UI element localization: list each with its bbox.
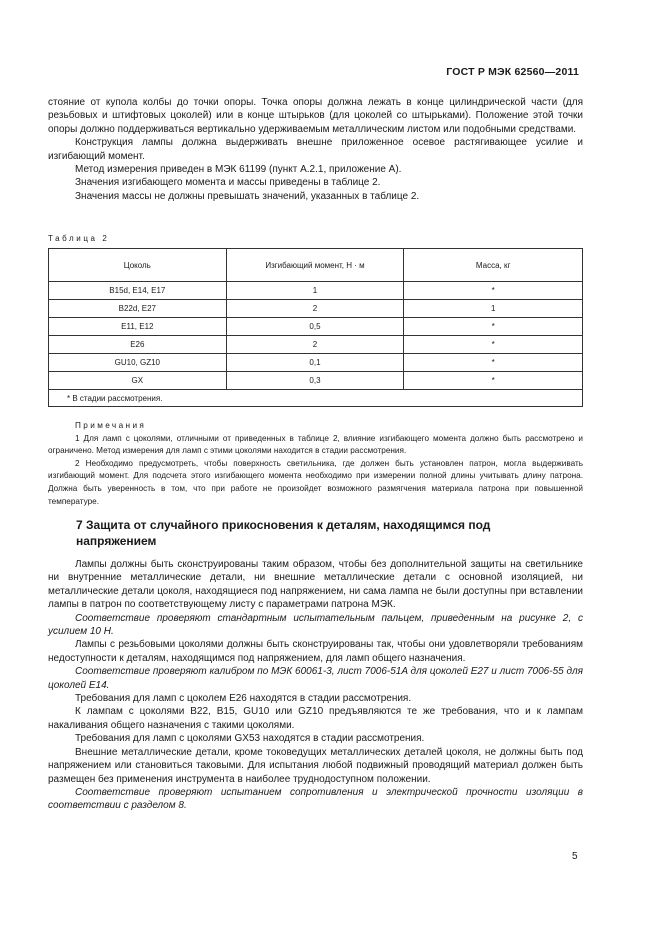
table-cell: E11, E12 — [49, 318, 227, 336]
section-paragraph: Лампы с резьбовыми цоколями должны быть сконструированы так, чтобы они удовлетворяли требованиям недоступности к деталям, находящимся под напряжением, для ламп общего назначения. — [48, 639, 583, 664]
table-cell: 2 — [226, 336, 404, 354]
section-paragraph: Внешние металлические детали, кроме токоведущих металлических деталей цоколя, не должны быть под напряжением или становиться таковыми. Для испытания любой подвижный проводящий материал должен быть размещен без применения инструмента в наиболее труднодоступном положении. — [48, 746, 583, 785]
table-cell: 1 — [226, 282, 404, 300]
section-paragraph: Соответствие проверяют калибром по МЭК 60061-3, лист 7006-51A для цоколей E27 и лист 7006-55 для цоколей E14. — [48, 666, 583, 691]
table-cell: * — [404, 282, 583, 300]
table-footnote: * В стадии рассмотрения. — [49, 390, 583, 407]
section-paragraph: Лампы должны быть сконструированы таким образом, чтобы без дополнительной защиты на светильнике ни внутренние металлические детали, ни внешние металлические детали с основной изоляцией, ни металлические детали цоколя, находящиеся под напряжением, ни сама лампа не были доступны при вставлении лампы в патрон по соответствующему листу с параметрами патрона МЭК. — [48, 559, 583, 611]
table-cell: E26 — [49, 336, 227, 354]
page-number: 5 — [572, 851, 578, 862]
table-cell: B15d, E14, E17 — [49, 282, 227, 300]
section-heading: 7 Защита от случайного прикосновения к деталям, находящимся под напряжением — [76, 518, 491, 548]
section-paragraph: К лампам с цоколями B22, B15, GU10 или GZ10 предъявляются те же требования, что и к лампам накаливания общего назначения с такими цоколями. — [48, 706, 583, 731]
table-cell: * — [404, 354, 583, 372]
table-cell: 0,5 — [226, 318, 404, 336]
table-cell: GX — [49, 372, 227, 390]
section-body — [48, 558, 583, 813]
intro-text — [48, 96, 583, 203]
table-cell: * — [404, 372, 583, 390]
section-paragraph: Соответствие проверяют стандартным испытательным пальцем, приведенным на рисунке 2, с усилием 10 Н. — [48, 612, 583, 638]
table-cell: * — [404, 318, 583, 336]
note-item: 1 Для ламп с цоколями, отличными от приведенных в таблице 2, влияние изгибающего момента должно быть рассмотрено и ограничено. Метод измерения для ламп с этими цоколями находится в стадии рассмотрения. — [48, 433, 583, 456]
table-cell: GU10, GZ10 — [49, 354, 227, 372]
table-cell: * — [404, 336, 583, 354]
table-header-cell: Масса, кг — [404, 249, 583, 282]
table-cell: 1 — [404, 300, 583, 318]
table-row — [49, 318, 583, 336]
notes-heading: Примечания — [75, 421, 147, 430]
table-header-cell: Цоколь — [49, 249, 227, 282]
table-cell: 2 — [226, 300, 404, 318]
table-row — [49, 372, 583, 390]
section-paragraph: Соответствие проверяют испытанием сопротивления и электрической прочности изоляции в соответствии с разделом 8. — [48, 786, 583, 812]
table-header-row — [49, 249, 583, 282]
intro-paragraph: стояние от купола колбы до точки опоры. Точка опоры должна лежать в конце цилиндрической части (для резьбовых и штифтовых цоколей) или в конце штырьков (для цоколей со штырьками). Положение этой точки опоры должно поддерживаться вертикально удерживаемым металлическим листом или подобными средствами. — [48, 97, 583, 135]
table-row — [49, 354, 583, 372]
intro-paragraph: Метод измерения приведен в МЭК 61199 (пункт A.2.1, приложение A). — [75, 164, 402, 176]
table-caption: Таблица 2 — [48, 234, 110, 243]
section-paragraph: Требования для ламп с цоколем E26 находятся в стадии рассмотрения. — [75, 693, 412, 705]
table-cell: B22d, E27 — [49, 300, 227, 318]
table-footnote-row — [49, 390, 583, 407]
document-code-header: ГОСТ Р МЭК 62560—2011 — [446, 66, 579, 78]
intro-paragraph: Конструкция лампы должна выдерживать внешне приложенное осевое растягивающее усилие и изгибающий момент. — [48, 137, 583, 162]
section-paragraph: Требования для ламп с цоколями GX53 находятся в стадии рассмотрения. — [75, 733, 425, 745]
table-row — [49, 300, 583, 318]
table-row — [49, 336, 583, 354]
table-cell: 0,3 — [226, 372, 404, 390]
intro-paragraph: Значения массы не должны превышать значений, указанных в таблице 2. — [75, 190, 420, 202]
table-row — [49, 282, 583, 300]
table-cell: 0,1 — [226, 354, 404, 372]
table-notes — [48, 420, 583, 508]
table-header-cell: Изгибающий момент, Н · м — [226, 249, 404, 282]
base-moment-mass-table — [48, 248, 583, 407]
note-item: 2 Необходимо предусмотреть, чтобы поверхность светильника, где должен быть установлен патрон, могла выдерживать изгибающий момент. Для подсчета этого изгибающего момента необходимо при измерении полной длины учитывать длину патрона. Должна быть уверенность в том, что при работе не произойдет возможного размягчения материала патрона при повышенной температуре. — [48, 458, 583, 506]
intro-paragraph: Значения изгибающего момента и массы приведены в таблице 2. — [75, 177, 381, 189]
